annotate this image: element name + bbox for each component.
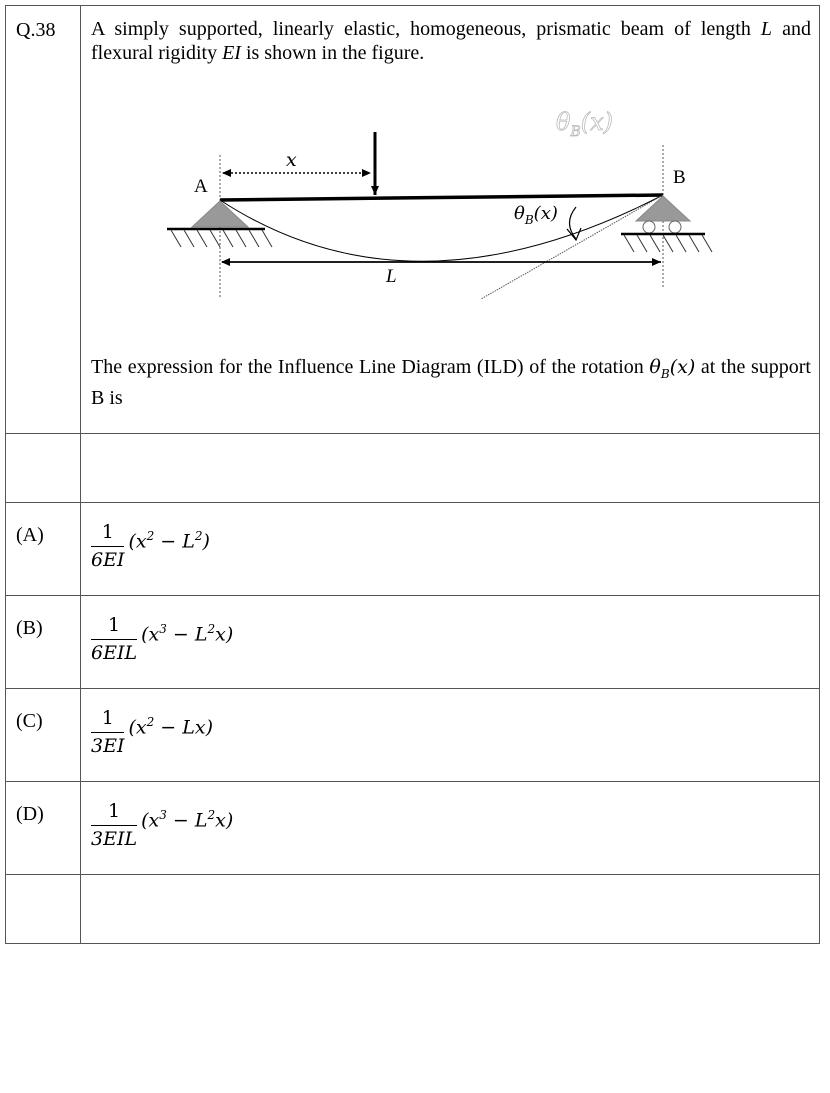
pin-support-a [192, 201, 248, 227]
option-expression [81, 596, 819, 664]
polynomial: $(x^2 - L^2)$ [128, 529, 210, 553]
option-label-cell [6, 596, 81, 689]
option-label-cell [6, 689, 81, 782]
option-row-c[interactable] [6, 689, 820, 782]
option-label: (A) [16, 524, 44, 546]
polynomial: $(x^3 - L^2x)$ [141, 622, 234, 646]
option-expression-cell [81, 689, 820, 782]
fraction: $\frac{1}{3EI}$ [91, 707, 125, 757]
label-a: A [194, 176, 208, 197]
l-label: L [386, 266, 397, 287]
roller-wheel [669, 221, 681, 233]
ild-text: The expression for the Influence Line Diagram (ILD) of the rotation [91, 356, 650, 378]
option-label: (C) [16, 710, 43, 732]
blank-row [6, 434, 820, 503]
option-expression [81, 503, 819, 571]
question-number: Q.38 [16, 19, 56, 41]
option-expression-cell [81, 596, 820, 689]
option-row-d[interactable] [6, 782, 820, 875]
beam [220, 195, 663, 200]
question-statement [81, 6, 819, 65]
option-row-b[interactable] [6, 596, 820, 689]
ground-hatch-a [171, 230, 272, 247]
blank-cell [6, 875, 81, 944]
roller-support-b [636, 196, 690, 221]
rigidity-symbol: EI [222, 42, 241, 64]
question-body-cell [81, 6, 820, 434]
polynomial: $(x^2 - Lx)$ [128, 715, 214, 739]
blank-cell [81, 434, 820, 503]
deflected-shape [220, 195, 663, 261]
fraction: $\frac{1}{\text{3EIL}}$ [91, 800, 138, 850]
blank-cell [6, 434, 81, 503]
beam-diagram [81, 65, 819, 355]
theta-b-label: $\theta_B(x)$ [514, 203, 558, 227]
ild-text: at the support B is [91, 356, 811, 409]
question-number-cell [6, 6, 81, 434]
statement-text: and flexural rigidity [91, 18, 811, 64]
option-row-a[interactable] [6, 503, 820, 596]
rotation-arc [570, 207, 577, 239]
question-row [6, 6, 820, 434]
roller-wheel [643, 221, 655, 233]
fraction: $\frac{1}{\text{6EIL}}$ [91, 614, 138, 664]
theta-symbol: $\theta_B(x)$ [649, 356, 696, 381]
question-table [5, 5, 820, 944]
option-expression-cell [81, 782, 820, 875]
tangent-line-b [481, 195, 663, 299]
statement-text: A simply supported, linearly elastic, homogeneous, prismatic beam of length [91, 18, 761, 40]
fraction: $\frac{1}{6EI}$ [91, 521, 125, 571]
option-label: (B) [16, 617, 43, 639]
option-expression [81, 782, 819, 850]
option-label-cell [6, 503, 81, 596]
blank-row [6, 875, 820, 944]
ild-question [81, 355, 819, 410]
option-label-cell [6, 782, 81, 875]
watermark-label: $\theta_B(x)$ [556, 108, 614, 140]
ground-hatch-b [624, 235, 712, 252]
beam-figure [81, 65, 819, 355]
label-b: B [673, 167, 686, 188]
polynomial: $(x^3 - L^2x)$ [141, 808, 234, 832]
option-expression-cell [81, 503, 820, 596]
statement-text: is shown in the figure. [240, 42, 425, 64]
option-expression [81, 689, 819, 757]
length-symbol: L [760, 18, 773, 40]
blank-cell [81, 875, 820, 944]
option-label: (D) [16, 803, 44, 825]
x-label: x [286, 149, 297, 171]
